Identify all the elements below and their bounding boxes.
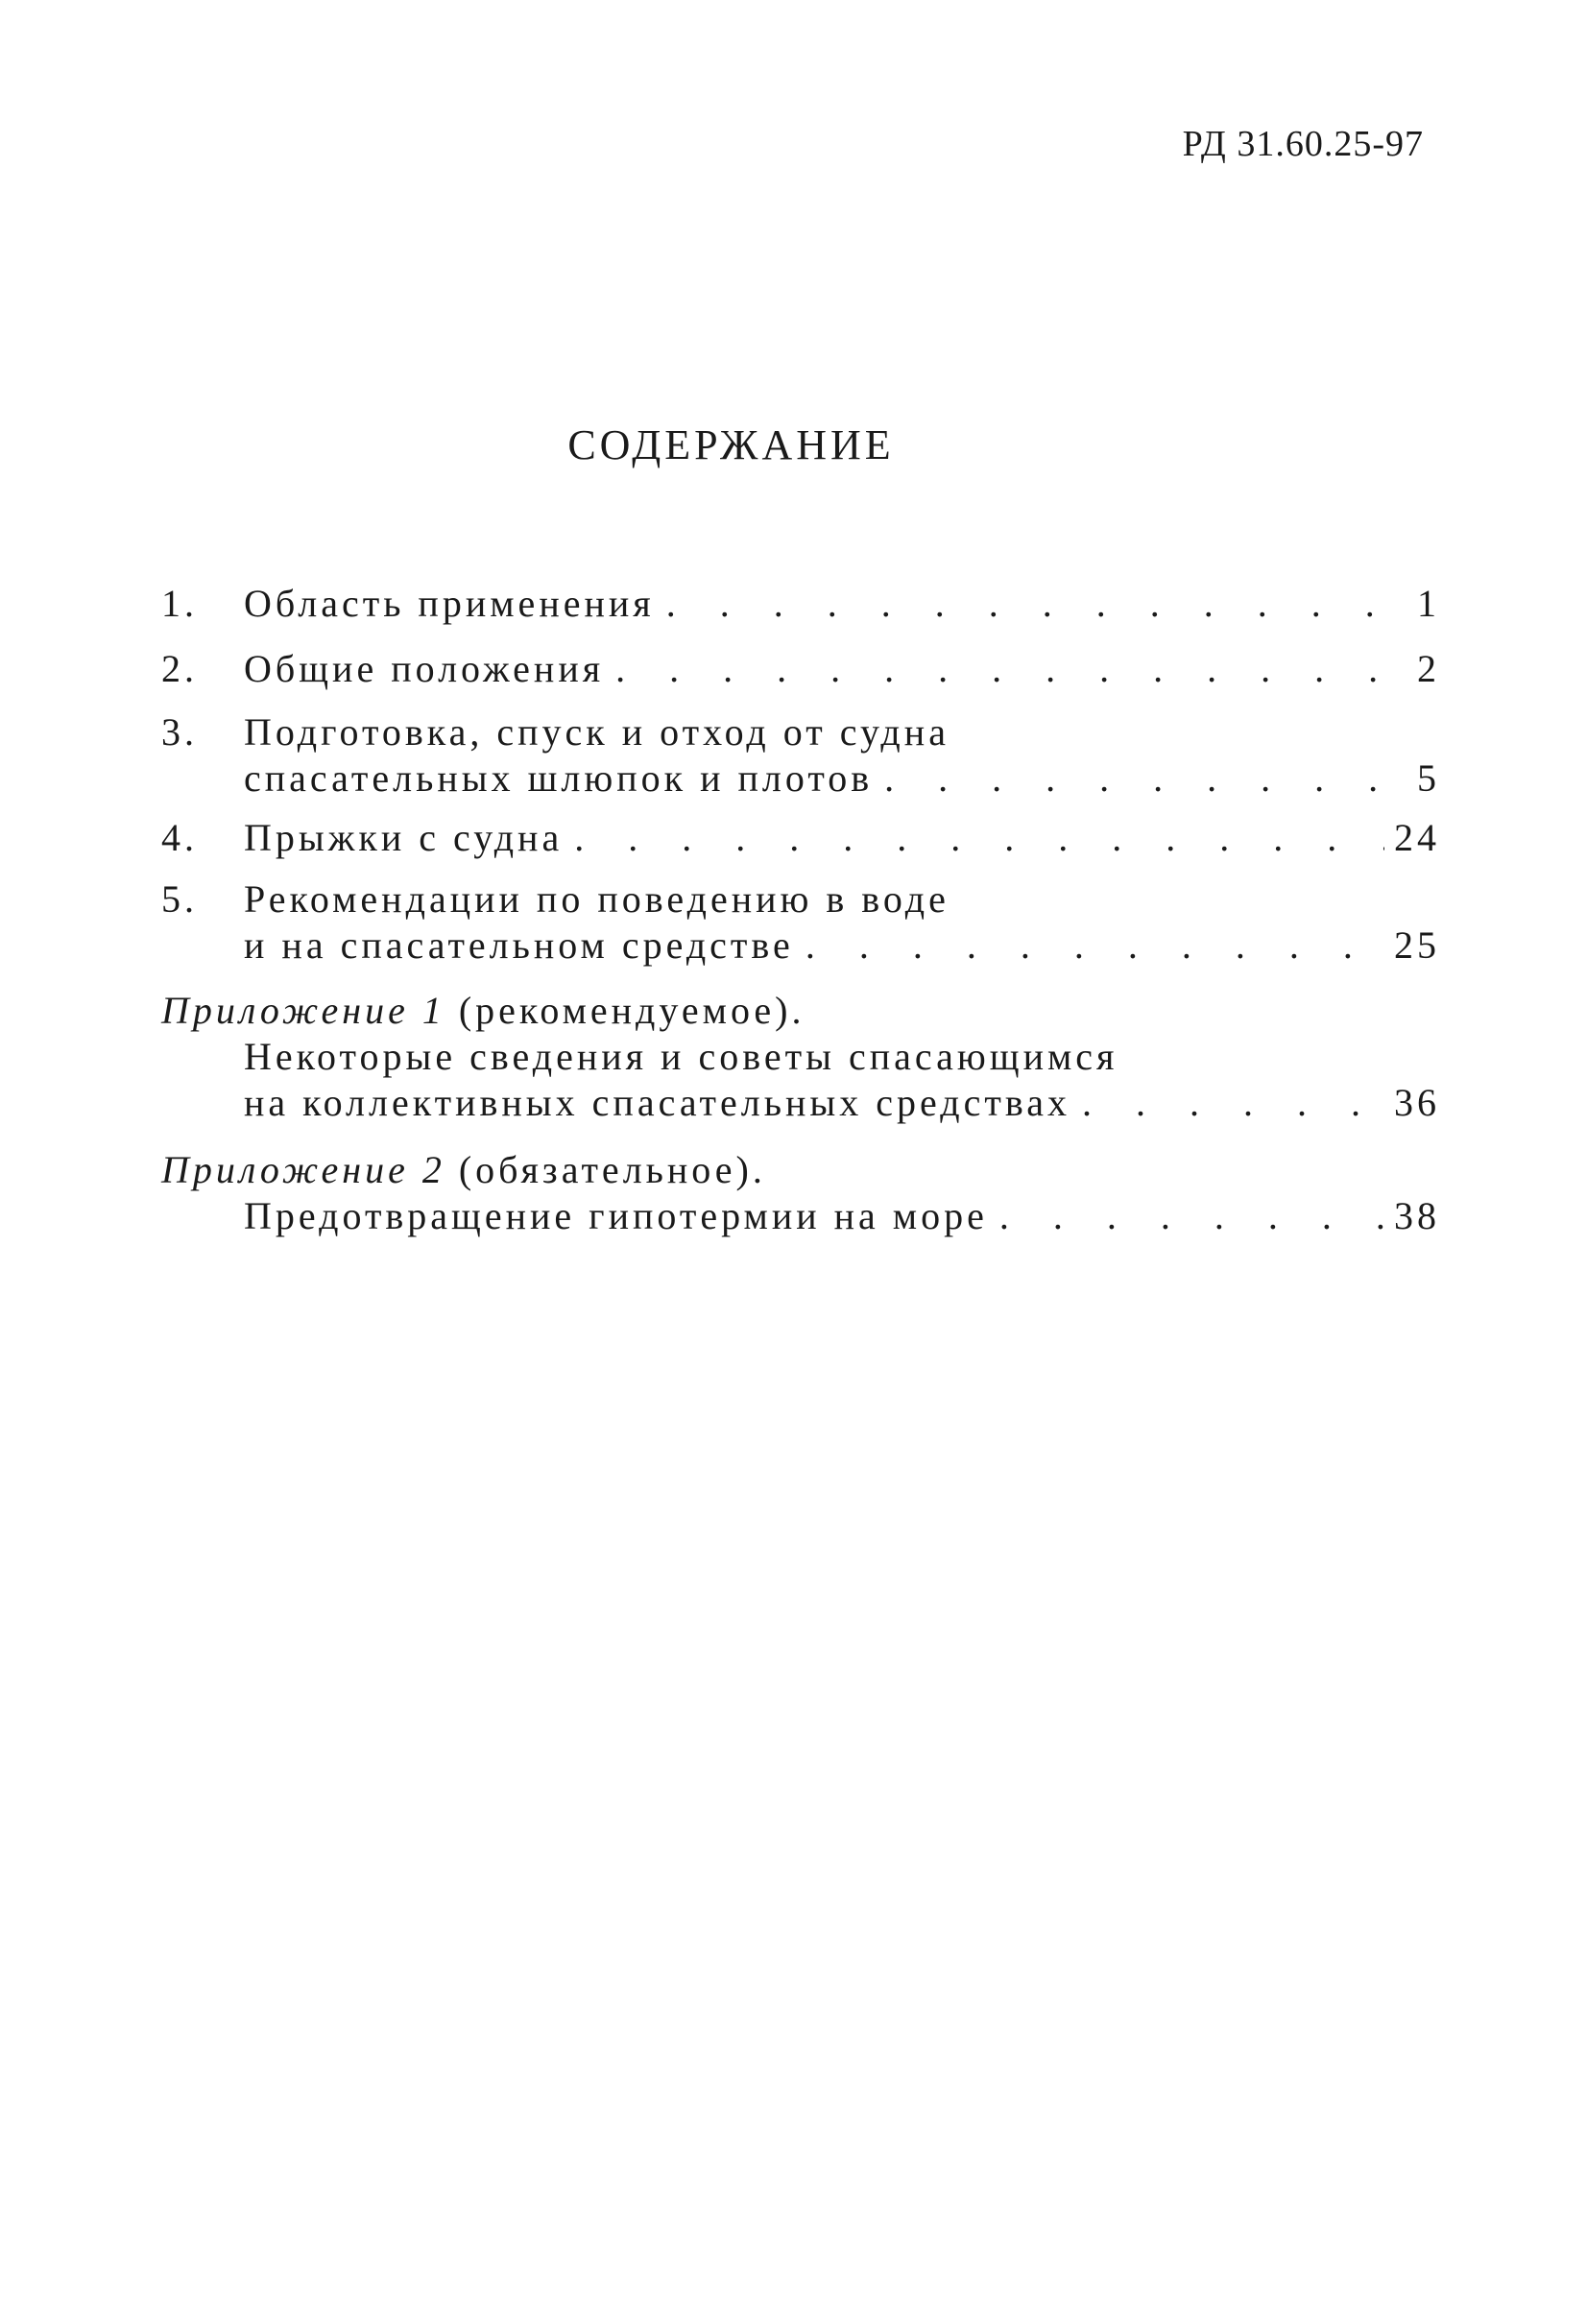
toc-entry-page: 1	[1417, 582, 1440, 625]
appendix-page: 38	[1394, 1194, 1440, 1237]
appendix-note: (рекомендуемое).	[458, 989, 806, 1032]
dot-leader	[999, 1193, 1384, 1239]
toc-entry-title: Область применения	[244, 582, 655, 625]
toc-entry-title-continued: и на спасательном средстве	[244, 923, 794, 967]
toc-entry-page: 5	[1417, 756, 1440, 800]
appendix-label: Приложение 1	[161, 989, 445, 1032]
dot-leader	[884, 755, 1384, 802]
appendix-title-continued: на коллективных спасательных средствах	[244, 1081, 1070, 1124]
appendix-title: Предотвращение гипотермии на море	[244, 1194, 988, 1237]
dot-leader	[615, 646, 1384, 692]
appendix-page: 36	[1394, 1081, 1440, 1124]
toc-entry-number: 2.	[161, 647, 198, 690]
toc-entry-2[interactable]	[161, 646, 1440, 692]
table-of-contents	[161, 581, 1440, 1239]
toc-entry-title: Прыжки с судна	[244, 816, 564, 859]
document-code: РД 31.60.25-97	[1182, 124, 1424, 164]
toc-entry-4[interactable]	[161, 815, 1440, 861]
toc-entry-page: 24	[1394, 816, 1440, 859]
dot-leader	[1082, 1080, 1384, 1126]
toc-entry-title: Подготовка, спуск и отход от судна	[244, 710, 950, 754]
toc-entry-number: 1.	[161, 582, 198, 625]
page-title: СОДЕРЖАНИЕ	[567, 421, 895, 468]
toc-entry-title-continued: спасательных шлюпок и плотов	[244, 756, 874, 800]
toc-entry-page: 2	[1417, 647, 1440, 690]
toc-appendix-1[interactable]	[161, 988, 1440, 1126]
appendix-title: Некоторые сведения и советы спасающимся	[244, 1035, 1118, 1078]
appendix-label: Приложение 2	[161, 1148, 445, 1191]
toc-entry-number: 3.	[161, 710, 198, 754]
toc-appendix-2[interactable]	[161, 1147, 1440, 1239]
toc-entry-title: Рекомендации по поведению в воде	[244, 877, 950, 921]
appendix-note: (обязательное).	[458, 1148, 766, 1191]
toc-entry-5[interactable]	[161, 876, 1440, 969]
dot-leader	[806, 922, 1384, 969]
toc-entry-number: 4.	[161, 816, 198, 859]
toc-entry-page: 25	[1394, 923, 1440, 967]
toc-entry-title: Общие положения	[244, 647, 605, 690]
dot-leader	[666, 581, 1384, 627]
toc-entry-3[interactable]	[161, 709, 1440, 802]
toc-entry-number: 5.	[161, 877, 198, 921]
toc-entry-1[interactable]	[161, 581, 1440, 627]
dot-leader	[574, 815, 1384, 861]
